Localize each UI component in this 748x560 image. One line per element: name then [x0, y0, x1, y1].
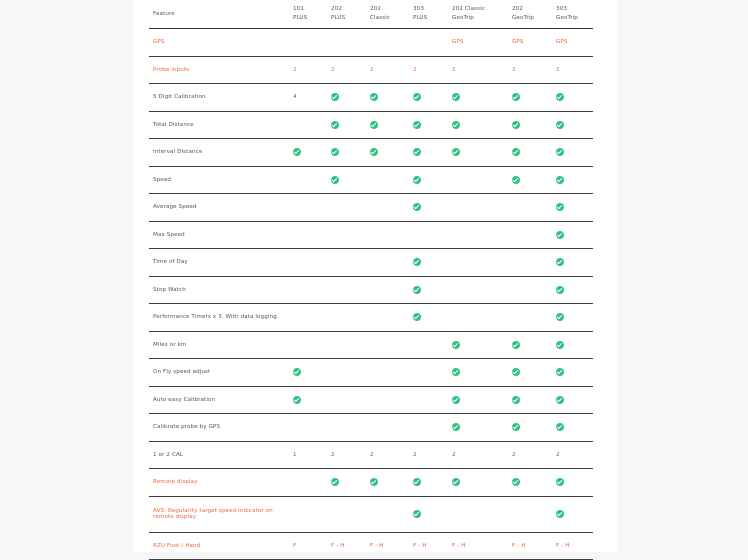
feature-name: Total Distance: [149, 111, 289, 139]
table-cell: 2: [448, 441, 508, 469]
column-header-line2: PLUS: [293, 15, 308, 21]
check-circle-icon: [512, 176, 520, 184]
table-cell: [552, 331, 593, 359]
table-cell: 2: [508, 56, 552, 84]
feature-name: 5 Digit Calibration: [149, 84, 289, 112]
column-header: [289, 0, 327, 29]
column-header-line1: 202: [370, 6, 381, 12]
table-cell: [552, 139, 593, 167]
table-cell: [552, 249, 593, 277]
check-circle-icon: [452, 341, 460, 349]
table-cell: [448, 194, 508, 222]
table-cell: [289, 221, 327, 249]
table-cell: [448, 496, 508, 532]
table-cell: [508, 194, 552, 222]
check-circle-icon: [413, 176, 421, 184]
table-cell: F - H: [327, 532, 366, 560]
table-body: [149, 29, 593, 560]
table-row: [149, 84, 593, 112]
table-cell: 2: [552, 56, 593, 84]
table-cell: [552, 221, 593, 249]
table-cell: [289, 139, 327, 167]
check-circle-icon: [452, 423, 460, 431]
table-cell: F - H: [508, 532, 552, 560]
check-circle-icon: [370, 121, 378, 129]
feature-name: GPS: [149, 29, 289, 57]
check-circle-icon: [556, 510, 564, 518]
table-cell: [289, 469, 327, 497]
table-cell: [409, 139, 448, 167]
table-cell: [289, 304, 327, 332]
table-cell: 1: [289, 441, 327, 469]
check-circle-icon: [413, 313, 421, 321]
check-circle-icon: [331, 148, 339, 156]
check-circle-icon: [413, 93, 421, 101]
table-cell: [289, 194, 327, 222]
table-cell: 4: [289, 84, 327, 112]
check-circle-icon: [452, 478, 460, 486]
column-header-line1: 303: [413, 6, 424, 12]
check-circle-icon: [512, 368, 520, 376]
check-circle-icon: [452, 396, 460, 404]
feature-name: Miles or km: [149, 331, 289, 359]
table-row: [149, 194, 593, 222]
table-cell: [289, 249, 327, 277]
column-header-line1: 303: [556, 6, 567, 12]
table-cell: F - H: [409, 532, 448, 560]
table-cell: [508, 359, 552, 387]
column-header: [409, 0, 448, 29]
feature-name: Stop Watch: [149, 276, 289, 304]
check-circle-icon: [556, 176, 564, 184]
feature-name: Probe inputs: [149, 56, 289, 84]
check-circle-icon: [413, 510, 421, 518]
table-row: [149, 29, 593, 57]
table-cell: [366, 194, 409, 222]
table-cell: [508, 166, 552, 194]
check-circle-icon: [331, 121, 339, 129]
table-cell: [409, 111, 448, 139]
column-header-line1: 101: [293, 6, 304, 12]
table-cell: [289, 386, 327, 414]
check-circle-icon: [556, 93, 564, 101]
check-circle-icon: [452, 368, 460, 376]
table-row: [149, 166, 593, 194]
table-cell: [366, 84, 409, 112]
table-cell: [289, 496, 327, 532]
check-circle-icon: [556, 203, 564, 211]
table-cell: F - H: [448, 532, 508, 560]
table-row: [149, 469, 593, 497]
table-cell: [327, 386, 366, 414]
table-cell: [409, 166, 448, 194]
table-cell: [366, 414, 409, 442]
table-cell: 2: [448, 56, 508, 84]
table-cell: [289, 111, 327, 139]
table-cell: [409, 496, 448, 532]
table-cell: [409, 29, 448, 57]
table-cell: [448, 469, 508, 497]
table-cell: [508, 221, 552, 249]
table-row: [149, 359, 593, 387]
table-row: [149, 304, 593, 332]
table-cell: GPS: [552, 29, 593, 57]
feature-name: Average Speed: [149, 194, 289, 222]
table-cell: [448, 166, 508, 194]
table-cell: [289, 29, 327, 57]
table-cell: [327, 359, 366, 387]
table-cell: [448, 304, 508, 332]
table-header-row: [149, 0, 593, 29]
check-circle-icon: [293, 148, 301, 156]
table-cell: [327, 304, 366, 332]
table-cell: [327, 194, 366, 222]
table-cell: 2: [409, 441, 448, 469]
table-cell: 2: [366, 56, 409, 84]
table-cell: [366, 469, 409, 497]
table-cell: [409, 469, 448, 497]
check-circle-icon: [556, 478, 564, 486]
table-cell: [552, 414, 593, 442]
table-cell: [327, 111, 366, 139]
check-circle-icon: [413, 121, 421, 129]
column-header-line2: PLUS: [331, 15, 346, 21]
table-cell: [327, 249, 366, 277]
table-cell: [409, 194, 448, 222]
check-circle-icon: [556, 423, 564, 431]
table-cell: [552, 194, 593, 222]
table-cell: [366, 331, 409, 359]
check-circle-icon: [512, 478, 520, 486]
check-circle-icon: [512, 341, 520, 349]
table-cell: F: [289, 532, 327, 560]
table-cell: [409, 221, 448, 249]
table-cell: [508, 331, 552, 359]
table-cell: [409, 304, 448, 332]
check-circle-icon: [413, 286, 421, 294]
table-cell: [448, 221, 508, 249]
table-row: [149, 249, 593, 277]
table-cell: [409, 359, 448, 387]
feature-name: RZU Foot / Hand: [149, 532, 289, 560]
column-header-line1: 202 Classic: [452, 6, 485, 12]
table-cell: [508, 304, 552, 332]
table-cell: [366, 496, 409, 532]
feature-name: Remote display: [149, 469, 289, 497]
check-circle-icon: [512, 121, 520, 129]
check-circle-icon: [370, 93, 378, 101]
table-cell: [552, 84, 593, 112]
table-cell: [289, 276, 327, 304]
check-circle-icon: [413, 148, 421, 156]
table-cell: 2: [327, 441, 366, 469]
table-cell: [552, 276, 593, 304]
check-circle-icon: [556, 341, 564, 349]
table-cell: [448, 414, 508, 442]
check-circle-icon: [556, 286, 564, 294]
check-circle-icon: [293, 368, 301, 376]
table-cell: [327, 221, 366, 249]
table-cell: [409, 386, 448, 414]
column-header-line1: Feature: [153, 10, 175, 17]
check-circle-icon: [413, 258, 421, 266]
table-row: [149, 331, 593, 359]
feature-name: Interval Distance: [149, 139, 289, 167]
check-circle-icon: [331, 176, 339, 184]
table-cell: [289, 331, 327, 359]
table-cell: [508, 414, 552, 442]
check-circle-icon: [512, 148, 520, 156]
table-cell: [366, 29, 409, 57]
check-circle-icon: [293, 396, 301, 404]
table-cell: [366, 304, 409, 332]
column-header-line1: 202: [512, 6, 523, 12]
table-cell: [552, 166, 593, 194]
table-cell: [448, 84, 508, 112]
column-header: [508, 0, 552, 29]
table-cell: [448, 249, 508, 277]
table-cell: [508, 249, 552, 277]
table-cell: 2: [289, 56, 327, 84]
table-cell: [327, 496, 366, 532]
table-cell: 2: [327, 56, 366, 84]
column-header-line2: Classic: [370, 15, 391, 21]
content-panel: [133, 0, 617, 552]
table-cell: [552, 386, 593, 414]
table-cell: [409, 84, 448, 112]
table-cell: [448, 331, 508, 359]
column-header-line1: 202: [331, 6, 342, 12]
check-circle-icon: [512, 423, 520, 431]
table-cell: [366, 359, 409, 387]
table-cell: [366, 386, 409, 414]
table-cell: [327, 139, 366, 167]
table-cell: [409, 249, 448, 277]
feature-name: 1 or 2 CAL: [149, 441, 289, 469]
column-header: [552, 0, 593, 29]
check-circle-icon: [556, 231, 564, 239]
check-circle-icon: [556, 396, 564, 404]
table-row: [149, 139, 593, 167]
table-cell: [552, 304, 593, 332]
check-circle-icon: [452, 93, 460, 101]
column-header: [327, 0, 366, 29]
feature-name: AVS: Regularity target speed indicator on remote display: [149, 496, 289, 532]
check-circle-icon: [452, 148, 460, 156]
check-circle-icon: [512, 396, 520, 404]
table-cell: [289, 359, 327, 387]
table-cell: [508, 84, 552, 112]
table-cell: [366, 221, 409, 249]
table-cell: [552, 111, 593, 139]
table-cell: [409, 414, 448, 442]
table-cell: [508, 139, 552, 167]
table-cell: [508, 496, 552, 532]
table-cell: [327, 166, 366, 194]
table-row: [149, 386, 593, 414]
table-cell: [552, 496, 593, 532]
check-circle-icon: [556, 121, 564, 129]
column-header: [366, 0, 409, 29]
check-circle-icon: [556, 258, 564, 266]
table-cell: [327, 29, 366, 57]
check-circle-icon: [413, 203, 421, 211]
table-cell: 2: [552, 441, 593, 469]
column-header-line2: PLUS: [413, 15, 428, 21]
feature-comparison-table: [149, 0, 593, 560]
feature-name: On Fly speed adjust: [149, 359, 289, 387]
table-cell: 2: [508, 441, 552, 469]
table-cell: [289, 414, 327, 442]
table-cell: [327, 414, 366, 442]
table-cell: [508, 111, 552, 139]
column-header-line2: GeoTrip: [556, 15, 578, 21]
table-row: [149, 441, 593, 469]
table-cell: [448, 386, 508, 414]
table-cell: GPS: [508, 29, 552, 57]
check-circle-icon: [556, 368, 564, 376]
table-cell: [552, 359, 593, 387]
table-row: [149, 276, 593, 304]
check-circle-icon: [512, 93, 520, 101]
feature-name: Speed: [149, 166, 289, 194]
table-cell: [327, 331, 366, 359]
table-cell: [448, 139, 508, 167]
column-header: [448, 0, 508, 29]
table-cell: 2: [409, 56, 448, 84]
check-circle-icon: [452, 121, 460, 129]
feature-name: Max Speed: [149, 221, 289, 249]
table-cell: [409, 276, 448, 304]
check-circle-icon: [331, 478, 339, 486]
feature-name: Time of Day: [149, 249, 289, 277]
check-circle-icon: [370, 478, 378, 486]
table-cell: [508, 386, 552, 414]
table-cell: 2: [366, 441, 409, 469]
table-cell: [289, 166, 327, 194]
table-row: [149, 56, 593, 84]
table-cell: [508, 276, 552, 304]
table-cell: [366, 111, 409, 139]
table-cell: [366, 249, 409, 277]
table-cell: [327, 276, 366, 304]
feature-name: Performance Timers x 3. With data logging.: [149, 304, 289, 332]
table-row: [149, 532, 593, 560]
feature-name: Calibrate probe by GPS: [149, 414, 289, 442]
table-row: [149, 111, 593, 139]
table-cell: [366, 276, 409, 304]
table-cell: [448, 111, 508, 139]
feature-name: Auto easy Calibration: [149, 386, 289, 414]
table-cell: [552, 469, 593, 497]
column-header-line2: GeoTrip: [512, 15, 534, 21]
table-cell: [448, 359, 508, 387]
table-cell: [448, 276, 508, 304]
table-cell: F - H: [552, 532, 593, 560]
table-cell: [508, 469, 552, 497]
table-cell: [327, 469, 366, 497]
check-circle-icon: [331, 93, 339, 101]
table-row: [149, 221, 593, 249]
column-header-feature: [149, 0, 289, 29]
table-row: [149, 414, 593, 442]
table-cell: [327, 84, 366, 112]
table-cell: [409, 331, 448, 359]
check-circle-icon: [370, 148, 378, 156]
table-cell: [366, 139, 409, 167]
table-cell: [366, 166, 409, 194]
table-cell: GPS: [448, 29, 508, 57]
table-cell: F - H: [366, 532, 409, 560]
table-row: [149, 496, 593, 532]
check-circle-icon: [556, 148, 564, 156]
column-header-line2: GeoTrip: [452, 15, 474, 21]
check-circle-icon: [413, 478, 421, 486]
check-circle-icon: [556, 313, 564, 321]
